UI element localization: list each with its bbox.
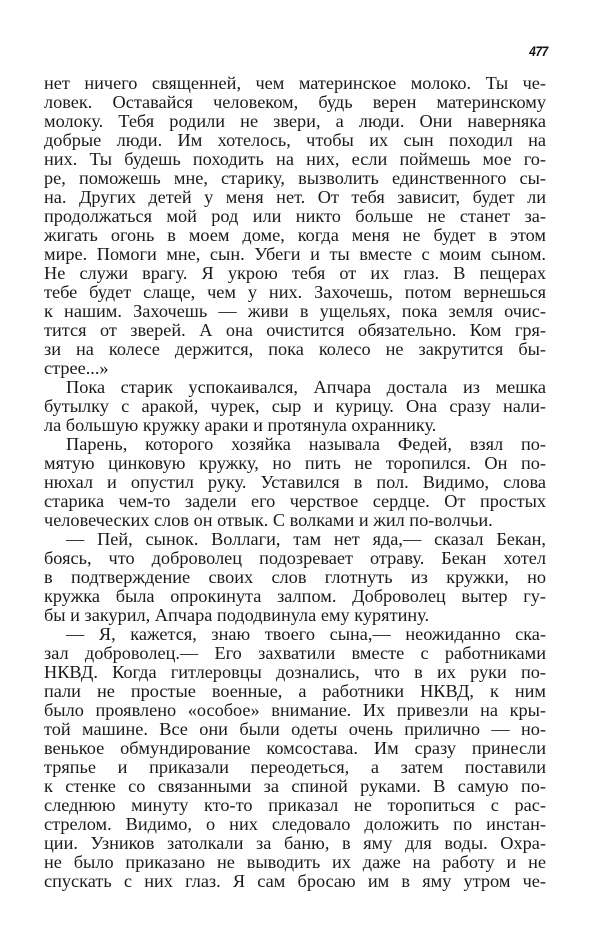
text-line: той машине. Все они были одеты очень прилично — но- [44,719,546,739]
text-line: нет ничего священней, чем материнское молоко. Ты че- [44,73,546,93]
text-line: бутылку с аракой, чурек, сыр и курицу. Она сразу нали- [44,396,546,416]
text-line: боясь, что доброволец подозревает отраву. Бекан хотел [44,548,546,568]
text-line: венькое обмундирование комсостава. Им сразу принесли [44,738,546,758]
text-line: ловек. Оставайся человеком, будь верен материнскому [44,92,546,112]
text-line: них. Ты будешь походить на них, если поймешь мое го- [44,149,546,169]
text-line: следнюю минуту кто-то приказал не торопиться с рас- [44,795,546,815]
text-line: тряпье и приказали переодеться, а затем поставили [44,757,546,777]
text-line: пали не простые военные, а работники НКВД, к ним [44,681,546,701]
text-line: человеческих слов он отвык. С волками и жил по-волчьи. [44,510,493,530]
paragraph-first-line: — Пей, сынок. Воллаги, там нет яда,— сказал Бекан, [66,529,546,549]
text-line: ции. Узников затолкали за баню, в яму для воды. Охра- [44,833,546,853]
text-line: кружка была опрокинута залпом. Доброволец вытер гу- [44,586,546,606]
text-line: стрее...» [44,358,109,378]
text-line: добрые люди. Им хотелось, чтобы их сын походил на [44,130,546,150]
text-line: к стенке со связанными за спиной руками. В самую по- [44,776,546,796]
text-line: Не служи врагу. Я укрою тебя от их глаз. В пещерах [44,263,546,283]
text-line: к нашим. Захочешь — живи в ущельях, пока земля очис- [44,301,546,321]
text-line: мире. Помоги мне, сын. Убеги и ты вместе с моим сыном. [44,244,546,264]
text-line: на. Других детей у меня нет. От тебя зависит, будет ли [44,187,546,207]
paragraph-first-line: — Я, кажется, знаю твоего сына,— неожиданно ска- [66,624,546,644]
body-text [44,74,546,891]
text-line: зал доброволец.— Его захватили вместе с работниками [44,643,546,663]
text-line: тится от зверей. А она очистится обязательно. Ком гря- [44,320,546,340]
text-line: нюхал и опустил руку. Уставился в пол. Видимо, слова [44,472,546,492]
text-line: ре, поможешь мне, старику, вызволить единственного сы- [44,168,546,188]
text-line: было проявлено «особое» внимание. Их привезли на кры- [44,700,546,720]
text-line: в подтверждение своих слов глотнуть из кружки, но [44,567,546,587]
text-line: стрелом. Видимо, о них следовало доложить по инстан- [44,814,546,834]
text-line: старика чем-то задели его черствое сердце. От простых [44,491,546,511]
text-line: спускать с них глаз. Я сам бросаю им в яму утром че- [44,871,546,891]
text-line: зи на колесе держится, пока колесо не закрутится бы- [44,339,546,359]
text-line: молоку. Тебя родили не звери, а люди. Они наверняка [44,111,546,131]
text-line: НКВД. Когда гитлеровцы дознались, что в их руки по- [44,662,546,682]
paragraph-first-line: Парень, которого хозяйка называла Федей, взял по- [66,434,546,454]
text-line: жигать огонь в моем доме, когда меня не будет в этом [44,225,546,245]
text-line: продолжаться мой род или никто больше не станет за- [44,206,546,226]
paragraph-first-line: Пока старик успокаивался, Апчара достала из мешка [66,377,546,397]
text-line: тебе будет слаще, чем у них. Захочешь, потом вернешься [44,282,546,302]
text-line: ла большую кружку араки и протянула охраннику. [44,415,437,435]
text-line: мятую цинковую кружку, но пить не торопился. Он по- [44,453,546,473]
text-line: бы и закурил, Апчара пододвинула ему курятину. [44,605,430,625]
text-line: не было приказано не выводить их даже на работу и не [44,852,546,872]
page-number: 477 [529,43,548,59]
